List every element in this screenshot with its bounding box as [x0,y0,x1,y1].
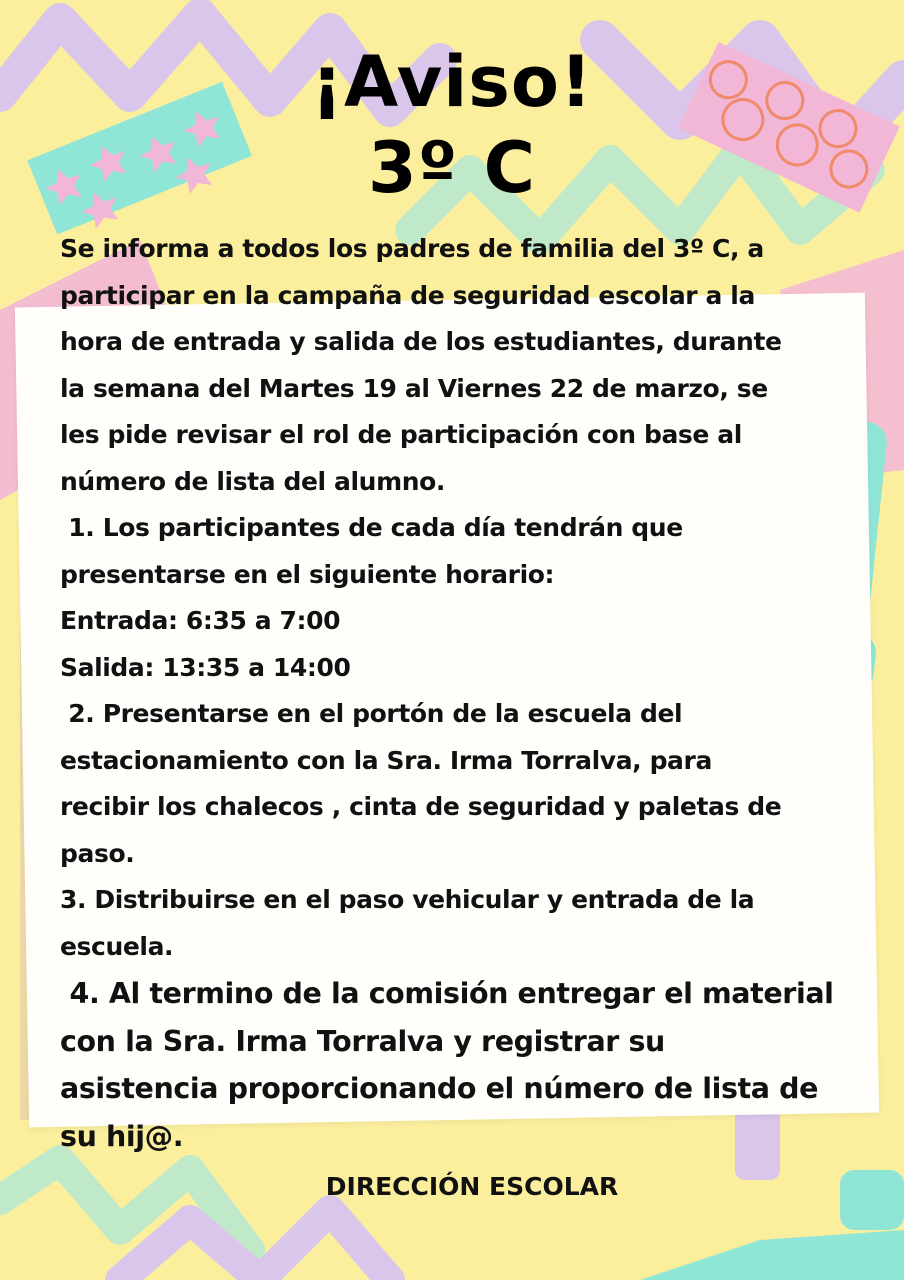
step-4-line: 4. Al termino de la comisión entregar el material [60,977,834,1010]
signature: DIRECCIÓN ESCOLAR [325,1172,619,1201]
step-4-line: su hij@. [60,1119,184,1153]
step-1-line: presentarse en el siguiente horario: [60,559,555,589]
notice-title: ¡Aviso! [311,41,593,123]
step-2 [60,691,890,877]
step-4-line: con la Sra. Irma Torralva y registrar su [60,1024,665,1058]
step-1-line: 1. Los participantes de cada día tendrán que [60,513,683,542]
intro-line: la semana del Martes 19 al Viernes 22 de marzo, se [60,373,768,403]
schedule-salida: Salida: 13:35 a 14:00 [60,652,351,682]
intro-line: hora de entrada y salida de los estudiantes, durante [60,327,782,356]
step-2-line: 2. Presentarse en el portón de la escuela del [60,699,683,728]
step-2-line: recibir los chalecos , cinta de seguridad y paletas de [60,792,782,821]
notice-body [60,226,890,1160]
class-group-title: 3º C [368,127,536,209]
intro-paragraph [60,226,890,505]
intro-line: número de lista del alumno. [60,466,445,496]
step-1 [60,505,890,691]
intro-line: participar en la campaña de seguridad escolar a la [60,280,755,310]
intro-line: Se informa a todos los padres de familia del 3º C, a [60,234,764,263]
mint-band-bottom [640,1230,904,1280]
step-3-line: escuela. [60,931,174,961]
schedule-entrada: Entrada: 6:35 a 7:00 [60,606,341,635]
step-4-line: asistencia proporcionando el número de lista de [60,1072,819,1105]
step-3-line: 3. Distribuirse en el paso vehicular y entrada de la [60,885,755,914]
step-2-line: paso. [60,838,135,868]
step-3 [60,877,890,970]
step-2-line: estacionamiento con la Sra. Irma Torralva, para [60,745,712,775]
step-4 [60,970,890,1160]
intro-line: les pide revisar el rol de participación con base al [60,420,742,449]
